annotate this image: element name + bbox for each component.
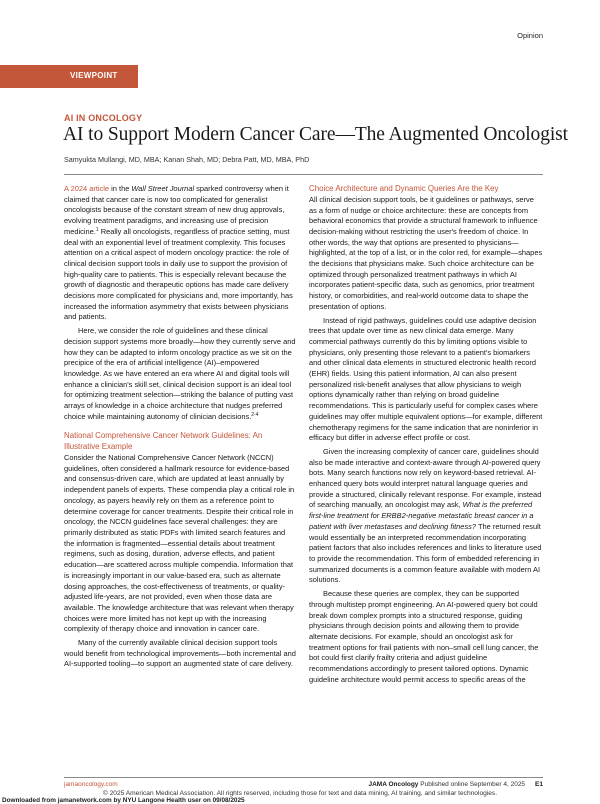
viewpoint-label: VIEWPOINT [70,71,118,80]
page-number: E1 [535,781,543,788]
section-heading-choice-architecture: Choice Architecture and Dynamic Queries Are the Key [309,184,499,193]
paragraph-5: All clinical decision support tools, be it guidelines or pathways, serve as a form of nudge or choice architecture: these are concepts from behavioral economics that provide a structural framework to influence decision-making without restricting the user's freedom of choice. In other words, the way that options are presented to physicians—highlighted, at the top of a list, or in the color red, for example—shapes the decisions that physicians make. Such choice architecture can be optimized through personalized treatment pathways in which AI incorporates patient-specific data, such as genomics, prior treatment history, or comorbidities, and real-world outcome data to shape the presentation of options. [309,194,543,311]
footer-divider [64,777,543,778]
section-heading-nccn: National Comprehensive Cancer Network Guidelines: An Illustrative Example [64,431,263,452]
reference-marker: 2-4 [251,411,259,418]
paragraph-6: Instead of rigid pathways, guidelines could use adaptive decision trees that update over time as new clinical data emerge. Many commercial pathways currently do this by limiting options visible to physicians, only presenting those relevant to a patient's biomarkers and other clinical data elements in structured electronic health record (EHR) fields. Using this patient information, AI can also present personalized risk-benefit analyses that allow physicians to weigh options dynamically rather than relying on broad guideline recommendations. This is particularly useful for complex cases where guidelines may offer multiple equivalent options—for example, different chemotherapy regimens for the same indication that are noninferior in efficacy but differ in adverse effect profile or cost. [309,315,543,443]
copyright-notice: © 2025 American Medical Association. All rights reserved, including those for text and data mining, AI training, and similar technologies. [102,790,498,797]
paragraph-4: Many of the currently available clinical decision support tools would benefit from technological improvements—both incremental and AI-supported tooling—to support an augmented state of care delivery. [64,638,296,669]
author-list: Samyukta Mullangi, MD, MBA; Kanan Shah, MD; Debra Patt, MD, MBA, PhD [64,155,310,164]
paragraph-7: Given the increasing complexity of cancer care, guidelines should also be made interactive and context-aware through AI-powered query bots. Many search functions now rely on keyword-based retrieval. AI-enhanced query bots would interpret natural language queries and provide a structured, clinically relevant response. For example, instead of searching manually, an oncologist may ask, What is the preferred first-line treatment for ERBB2-negative metastatic breast cancer in a patient with liver metastases and declining fitness? The returned result would essentially be an interpreted recommendation incorporating patient factors that also includes references and links to literature used to provide the recommendation. This form of embedded referencing in summarized documents is a common feature available with modern AI solutions. [309,446,542,585]
section-label: Opinion [517,31,543,40]
left-column [64,184,296,670]
journal-title: JAMA Oncology [368,781,419,788]
publication-info [368,781,543,788]
paragraph-2: Here, we consider the role of guidelines and these clinical decision support systems more broadly—how they currently serve and how they can be adapted to inform oncology practice as we sit on the precipice of the era of artificial intelligence (AI)–empowered knowledge. As we have entered an era where AI and digital tools will enhance a clinician's skill set, clinical decision support is an ideal tool for optimizing treatment selection—striking the balance of putting vast arrays of knowledge in a choice architecture that nudges preferred choice while maintaining autonomy of clinician decisions.$^{2-4}$ [64,326,296,421]
download-notice: Downloaded from jamanetwork.com by NYU Langone Health user on 09/08/2025 [2,797,245,804]
paragraph-3: Consider the National Comprehensive Cancer Network (NCCN) guidelines, often considered a hallmark resource for evidence-based and consensus-driven care, which are updated at least annually by independent panels of experts. These compendia play a critical role in oncology, as payers heavily rely on them as a reference point to determine coverage for cancer treatments. Despite their critical role in oncology, the NCCN guidelines face several challenges: they are primarily distributed as static PDFs with limited search features and the information is fragmented—essential details about treatment regimens, such as dosing, duration, adverse effects, and patient education—are scattered across multiple compendia. Information that is increasingly important in our value-based era, such as alternate dosing approaches, the cost-effectiveness of treatments, or quality-adjusted life-years, are not provided, even when those data are available. The knowledge architecture that was relevant when therapy choices were more limited has not kept up with the increasing complexity of therapy choice and innovation in cancer care. [64,453,295,634]
header-divider [64,174,543,175]
topic-kicker: AI IN ONCOLOGY [64,113,143,123]
right-column [309,184,543,685]
viewpoint-banner [0,65,138,88]
paragraph-intro: A 2024 article in the Wall Street Journal sparked controversy when it claimed that cancer care is now too complicated for generalist oncologists because of the constant stream of new drug approvals, evolving treatment paradigms, and increasing use of precision medicine.$^1$ Really all oncologists, regardless of practice setting, must deal with an exponential level of treatment complexity. This focuses attention on a critical aspect of modern oncology practice: the role of clinical decision support tools in daily use to support the provision of high-quality care to patients. This is especially relevant because the growth of diagnostic and therapeutic options has made care delivery decisions more complicated for physicians and, more importantly, has increased the information asymmetry that exists between physicians and patients. [64,184,293,322]
journal-website-link[interactable]: jamaoncology.com [64,781,118,788]
reference-marker: 1 [95,226,99,233]
lead-in: A 2024 article [64,184,110,193]
article-title: AI to Support Modern Cancer Care—The Augmented Oncologist [63,124,568,145]
example-query: What is the preferred first-line treatment for ERBB2-negative metastatic breast cancer in a patient with liver metastases and declining fitness? [309,500,534,531]
publication-date: Published online September 4, 2025 [420,781,526,788]
journal-name: Wall Street Journal [131,184,195,193]
paragraph-8: Because these queries are complex, they can be supported through multistep prompt engineering. An AI-powered query bot could break down complex prompts into a structured response, guiding physicians through decision points and allowing them to provide alternate decisions. For example, should an oncologist ask for treatment options for frail patients with non–small cell lung cancer, the bot could first clarify frailty criteria and adjust guideline recommendations accordingly to present tailored options. Dynamic guideline architecture would permit access to specific areas of the [309,589,539,684]
